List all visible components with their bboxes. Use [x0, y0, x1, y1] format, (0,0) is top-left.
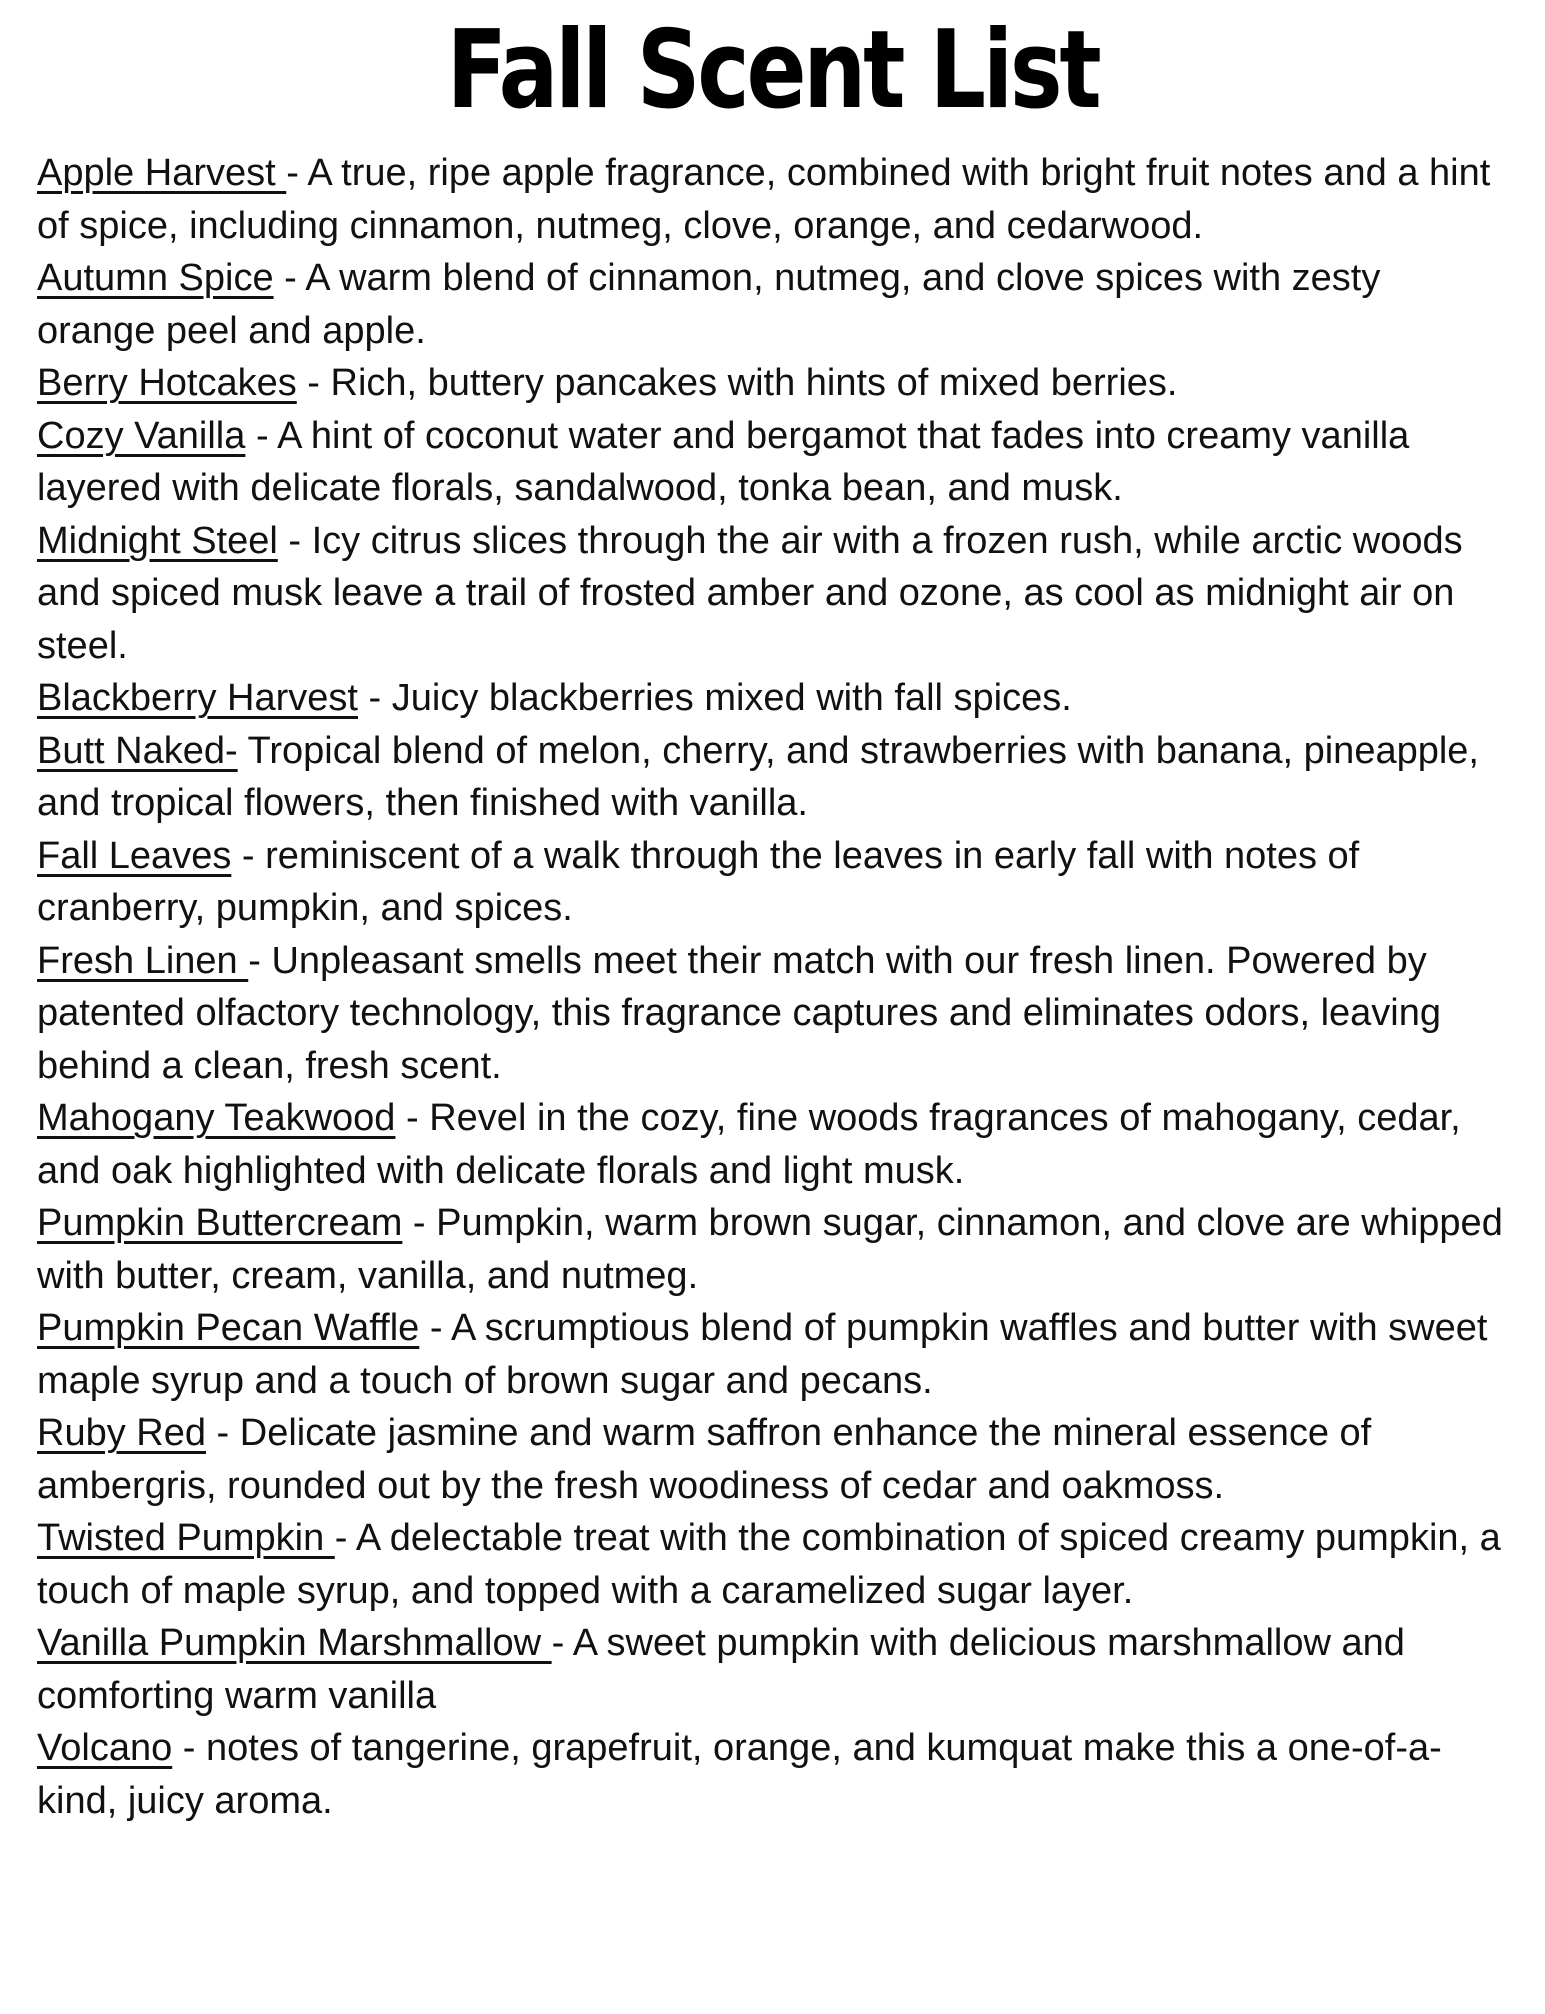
scent-name: Fresh Linen [37, 939, 249, 982]
scent-separator [238, 730, 248, 772]
scent-name: Pumpkin Pecan Waffle [37, 1307, 420, 1350]
scent-name: Butt Naked- [37, 729, 238, 772]
scent-description: A true, ripe apple fragrance, combined with bright fruit notes and a hint of spice, including cinnamon, nutmeg, clove, orange, and cedarwood. [37, 152, 1491, 247]
scent-description: Unpleasant smells meet their match with our fresh linen. Powered by patented olfactory technology, this fragrance captures and eliminates odors, leaving behind a clean, fresh scent. [37, 939, 1442, 1087]
scent-name: Fall Leaves [37, 834, 232, 877]
scent-separator: - [172, 1727, 207, 1770]
scent-description: A warm blend of cinnamon, nutmeg, and clove spices with zesty orange peel and apple. [37, 257, 1381, 352]
scent-name: Ruby Red [37, 1412, 206, 1455]
scent-description: Revel in the cozy, fine woods fragrances of mahogany, cedar, and oak highlighted with delicate florals and light musk. [37, 1097, 1461, 1192]
scent-separator: - [296, 362, 331, 405]
scent-description: A scrumptious blend of pumpkin waffles and butter with sweet maple syrup and a touch of brown sugar and pecans. [37, 1307, 1488, 1402]
scent-separator: - [205, 1412, 240, 1455]
scent-description: A sweet pumpkin with delicious marshmallow and comforting warm vanilla [37, 1622, 1405, 1717]
scent-name: Vanilla Pumpkin Marshmallow [37, 1622, 552, 1665]
scent-description: Tropical blend of melon, cherry, and strawberries with banana, pineapple, and tropical flowers, then finished with vanilla. [37, 729, 1479, 825]
scent-description: Delicate jasmine and warm saffron enhance the mineral essence of ambergris, rounded out by the fresh woodiness of cedar and oakmoss. [37, 1412, 1372, 1507]
scent-entry [37, 830, 1508, 935]
scent-separator: - [248, 939, 272, 982]
scent-separator: - [551, 1622, 573, 1665]
scent-entry [37, 147, 1508, 252]
document-page [0, 8, 1545, 2014]
scent-entry [37, 1722, 1508, 1827]
scent-description: A delectable treat with the combination of spiced creamy pumpkin, a touch of maple syrup, and topped with a caramelized sugar layer. [37, 1517, 1501, 1612]
page-title: Fall Scent List [446, 8, 1099, 133]
scent-name: Midnight Steel [37, 519, 278, 562]
scent-entry [37, 1197, 1508, 1302]
scent-list [37, 147, 1508, 1827]
scent-name: Autumn Spice [37, 257, 274, 300]
scent-separator: - [357, 677, 392, 720]
scent-entry [37, 1407, 1508, 1512]
scent-entry [37, 1092, 1508, 1197]
scent-name: Berry Hotcakes [37, 362, 297, 405]
scent-name: Pumpkin Buttercream [37, 1202, 403, 1245]
scent-entry [37, 1512, 1508, 1617]
scent-entry [37, 725, 1508, 830]
scent-name: Apple Harvest [37, 152, 287, 195]
scent-description: A hint of coconut water and bergamot that fades into creamy vanilla layered with delicate florals, sandalwood, tonka bean, and musk. [37, 414, 1410, 510]
scent-entry [37, 1302, 1508, 1407]
scent-separator: - [419, 1307, 451, 1350]
scent-entry [37, 935, 1508, 1093]
scent-entry [37, 252, 1508, 357]
scent-name: Blackberry Harvest [37, 677, 358, 720]
scent-separator: - [395, 1097, 430, 1140]
scent-description: reminiscent of a walk through the leaves in early fall with notes of cranberry, pumpkin, and spices. [37, 834, 1360, 930]
scent-entry [37, 1617, 1508, 1722]
scent-description: Pumpkin, warm brown sugar, cinnamon, and clove are whipped with butter, cream, vanilla, and nutmeg. [37, 1202, 1503, 1297]
scent-separator: - [334, 1517, 356, 1560]
scent-name: Volcano [37, 1727, 173, 1770]
scent-description: Juicy blackberries mixed with fall spices. [391, 677, 1072, 720]
scent-separator: - [273, 257, 306, 300]
scent-name: Twisted Pumpkin [37, 1517, 335, 1560]
scent-entry [37, 672, 1508, 725]
scent-description: Icy citrus slices through the air with a frozen rush, while arctic woods and spiced musk leave a trail of frosted amber and ozone, as cool as midnight air on steel. [37, 519, 1463, 667]
scent-separator: - [245, 414, 278, 457]
scent-entry [37, 515, 1508, 673]
scent-name: Cozy Vanilla [37, 414, 246, 457]
scent-entry [37, 410, 1508, 515]
scent-description: notes of tangerine, grapefruit, orange, and kumquat make this a one-of-a-kind, juicy aroma. [37, 1727, 1442, 1822]
scent-entry [37, 357, 1508, 410]
scent-separator: - [277, 519, 312, 562]
scent-name: Mahogany Teakwood [37, 1097, 396, 1140]
scent-description: Rich, buttery pancakes with hints of mixed berries. [330, 362, 1178, 405]
scent-separator: - [231, 834, 266, 877]
scent-separator: - [286, 152, 308, 195]
scent-separator: - [402, 1202, 437, 1245]
